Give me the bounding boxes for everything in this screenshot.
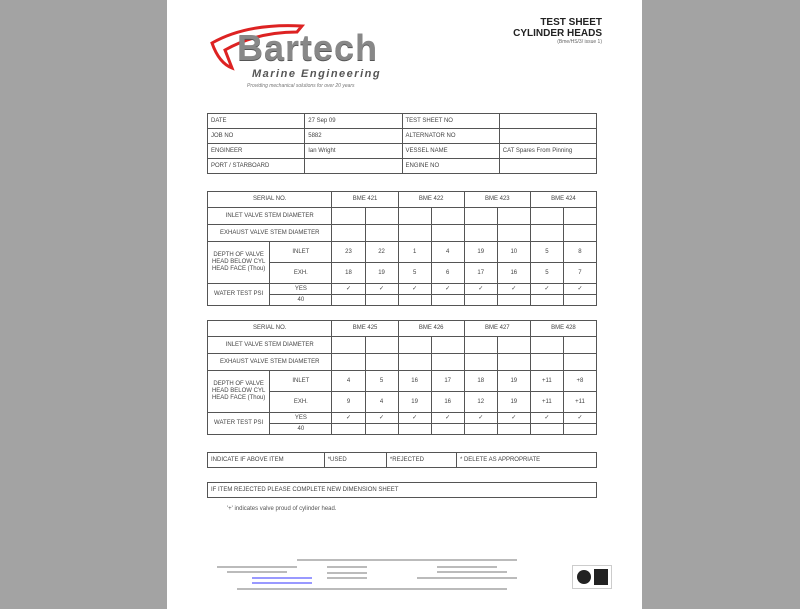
water-test-row	[208, 413, 597, 424]
table-cell: 40	[270, 424, 332, 435]
table-cell: 40	[270, 295, 332, 306]
empty-cell	[398, 354, 431, 371]
exh-value: 17	[464, 263, 497, 284]
empty-cell	[431, 424, 464, 435]
table-cell: DEPTH OF VALVE HEAD BELOW CYL HEAD FACE (Thou)	[208, 371, 270, 413]
certification-badges	[572, 565, 612, 589]
info-value	[499, 129, 596, 144]
empty-cell	[431, 337, 464, 354]
title-line2: CYLINDER HEADS	[513, 28, 602, 39]
rejected-note: IF ITEM REJECTED PLEASE COMPLETE NEW DIMENSION SHEET	[208, 483, 597, 498]
inlet-value: 4	[332, 371, 365, 392]
serial-label: SERIAL NO.	[208, 192, 332, 208]
exh-value: 19	[365, 263, 398, 284]
indicate-table	[207, 452, 597, 468]
empty-cell	[563, 424, 596, 435]
table-cell: YES	[270, 284, 332, 295]
exh-value: 19	[398, 392, 431, 413]
empty-cell	[530, 354, 563, 371]
info-value: Ian Wright	[305, 144, 402, 159]
table-cell: YES	[270, 413, 332, 424]
info-label: VESSEL NAME	[402, 144, 499, 159]
empty-cell	[398, 295, 431, 306]
exh-value: 18	[332, 263, 365, 284]
info-label: PORT / STARBOARD	[208, 159, 305, 174]
inlet-row	[208, 242, 597, 263]
rejected-option: *REJECTED	[386, 453, 456, 468]
empty-cell	[497, 208, 530, 225]
logo-word: Bartech	[237, 27, 379, 68]
exh-value: 12	[464, 392, 497, 413]
inlet-value: +11	[530, 371, 563, 392]
exh-value: 19	[497, 392, 530, 413]
empty-cell	[431, 295, 464, 306]
check-mark: ✓	[431, 284, 464, 295]
inlet-value: +8	[563, 371, 596, 392]
table-cell: INLET	[270, 371, 332, 392]
empty-cell	[431, 208, 464, 225]
serial-number: BME 427	[464, 321, 530, 337]
info-value: 27 Sep 09	[305, 114, 402, 129]
check-mark: ✓	[464, 284, 497, 295]
check-mark: ✓	[332, 413, 365, 424]
serial-number: BME 428	[530, 321, 596, 337]
table-cell: INLET	[270, 242, 332, 263]
empty-cell	[431, 225, 464, 242]
indicate-label: INDICATE IF ABOVE ITEM	[208, 453, 325, 468]
empty-cell	[530, 424, 563, 435]
table-row	[208, 225, 597, 242]
job-info-table	[207, 113, 597, 174]
check-mark: ✓	[497, 413, 530, 424]
serial-number: BME 424	[530, 192, 596, 208]
table-cell: EXHAUST VALVE STEM DIAMETER	[208, 354, 332, 371]
empty-cell	[431, 354, 464, 371]
empty-cell	[563, 295, 596, 306]
info-label: ALTERNATOR NO	[402, 129, 499, 144]
exh-value: 9	[332, 392, 365, 413]
serial-number: BME 426	[398, 321, 464, 337]
empty-cell	[332, 424, 365, 435]
measurement-table-1	[207, 191, 597, 306]
info-label: ENGINE NO	[402, 159, 499, 174]
title-line1: TEST SHEET	[540, 17, 602, 28]
footer-contact	[217, 556, 597, 596]
empty-cell	[398, 225, 431, 242]
empty-cell	[464, 337, 497, 354]
serial-number: BME 423	[464, 192, 530, 208]
empty-cell	[563, 337, 596, 354]
cert-square-icon	[594, 569, 608, 585]
table-cell: EXH.	[270, 392, 332, 413]
check-mark: ✓	[398, 284, 431, 295]
inlet-value: 10	[497, 242, 530, 263]
table-cell: WATER TEST PSI	[208, 284, 270, 306]
empty-cell	[530, 295, 563, 306]
inlet-row	[208, 371, 597, 392]
inlet-value: 18	[464, 371, 497, 392]
document-page	[167, 0, 642, 609]
empty-cell	[365, 208, 398, 225]
serial-number: BME 425	[332, 321, 398, 337]
empty-cell	[497, 354, 530, 371]
check-mark: ✓	[563, 284, 596, 295]
empty-cell	[332, 354, 365, 371]
info-value	[499, 159, 596, 174]
empty-cell	[365, 354, 398, 371]
sheet-ref: (Bme/HS/3/ issue 1)	[557, 39, 602, 45]
empty-cell	[497, 225, 530, 242]
exh-value: 16	[497, 263, 530, 284]
check-mark: ✓	[398, 413, 431, 424]
empty-cell	[332, 225, 365, 242]
info-label: JOB NO	[208, 129, 305, 144]
table-row	[208, 208, 597, 225]
empty-cell	[464, 208, 497, 225]
inlet-value: 5	[530, 242, 563, 263]
empty-cell	[332, 337, 365, 354]
serial-row	[208, 321, 597, 337]
table-row	[208, 129, 597, 144]
exh-value: 7	[563, 263, 596, 284]
used-option: *USED	[324, 453, 386, 468]
inlet-value: 19	[497, 371, 530, 392]
inlet-value: 16	[398, 371, 431, 392]
check-mark: ✓	[332, 284, 365, 295]
delete-note: * DELETE AS APPROPRIATE	[456, 453, 596, 468]
table-row	[208, 337, 597, 354]
empty-cell	[563, 208, 596, 225]
empty-cell	[332, 208, 365, 225]
check-mark: ✓	[563, 413, 596, 424]
empty-cell	[497, 337, 530, 354]
info-value: 5882	[305, 129, 402, 144]
table-row	[208, 354, 597, 371]
logo-tagline: Providing mechanical solutions for over 20 years	[247, 83, 355, 89]
info-value: CAT Spares From Pinning	[499, 144, 596, 159]
table-cell: EXHAUST VALVE STEM DIAMETER	[208, 225, 332, 242]
rejected-table	[207, 482, 597, 498]
check-mark: ✓	[530, 413, 563, 424]
empty-cell	[365, 225, 398, 242]
inlet-value: 1	[398, 242, 431, 263]
inlet-value: 23	[332, 242, 365, 263]
empty-cell	[398, 208, 431, 225]
empty-cell	[398, 424, 431, 435]
empty-cell	[563, 354, 596, 371]
empty-cell	[464, 354, 497, 371]
cert-circle-icon	[577, 570, 591, 584]
info-label: TEST SHEET NO	[402, 114, 499, 129]
empty-cell	[398, 337, 431, 354]
empty-cell	[530, 337, 563, 354]
water-test-row	[208, 284, 597, 295]
empty-cell	[464, 225, 497, 242]
serial-label: SERIAL NO.	[208, 321, 332, 337]
table-cell: WATER TEST PSI	[208, 413, 270, 435]
empty-cell	[563, 225, 596, 242]
exh-value: +11	[563, 392, 596, 413]
check-mark: ✓	[497, 284, 530, 295]
exh-value: 16	[431, 392, 464, 413]
empty-cell	[332, 295, 365, 306]
inlet-value: 19	[464, 242, 497, 263]
empty-cell	[497, 424, 530, 435]
table-cell: EXH.	[270, 263, 332, 284]
check-mark: ✓	[530, 284, 563, 295]
serial-number: BME 422	[398, 192, 464, 208]
empty-cell	[365, 337, 398, 354]
inlet-value: 17	[431, 371, 464, 392]
table-cell: INLET VALVE STEM DIAMETER	[208, 337, 332, 354]
exh-value: 5	[398, 263, 431, 284]
table-row	[208, 114, 597, 129]
footnote: '+' indicates valve proud of cylinder head.	[227, 506, 337, 512]
inlet-value: 4	[431, 242, 464, 263]
exh-value: +11	[530, 392, 563, 413]
check-mark: ✓	[464, 413, 497, 424]
empty-cell	[530, 208, 563, 225]
table-row	[208, 144, 597, 159]
empty-cell	[365, 295, 398, 306]
check-mark: ✓	[365, 413, 398, 424]
inlet-value: 8	[563, 242, 596, 263]
empty-cell	[464, 295, 497, 306]
exh-value: 6	[431, 263, 464, 284]
info-value	[305, 159, 402, 174]
table-cell: DEPTH OF VALVE HEAD BELOW CYL HEAD FACE (Thou)	[208, 242, 270, 284]
check-mark: ✓	[431, 413, 464, 424]
info-label: ENGINEER	[208, 144, 305, 159]
info-label: DATE	[208, 114, 305, 129]
table-cell: INLET VALVE STEM DIAMETER	[208, 208, 332, 225]
exh-value: 5	[530, 263, 563, 284]
info-value	[499, 114, 596, 129]
serial-row	[208, 192, 597, 208]
table-row	[208, 159, 597, 174]
sheet-title	[513, 17, 602, 46]
inlet-value: 5	[365, 371, 398, 392]
measurement-table-2	[207, 320, 597, 435]
empty-cell	[365, 424, 398, 435]
empty-cell	[464, 424, 497, 435]
serial-number: BME 421	[332, 192, 398, 208]
exh-value: 4	[365, 392, 398, 413]
empty-cell	[530, 225, 563, 242]
check-mark: ✓	[365, 284, 398, 295]
logo-subtitle: Marine Engineering	[252, 68, 382, 80]
empty-cell	[497, 295, 530, 306]
inlet-value: 22	[365, 242, 398, 263]
